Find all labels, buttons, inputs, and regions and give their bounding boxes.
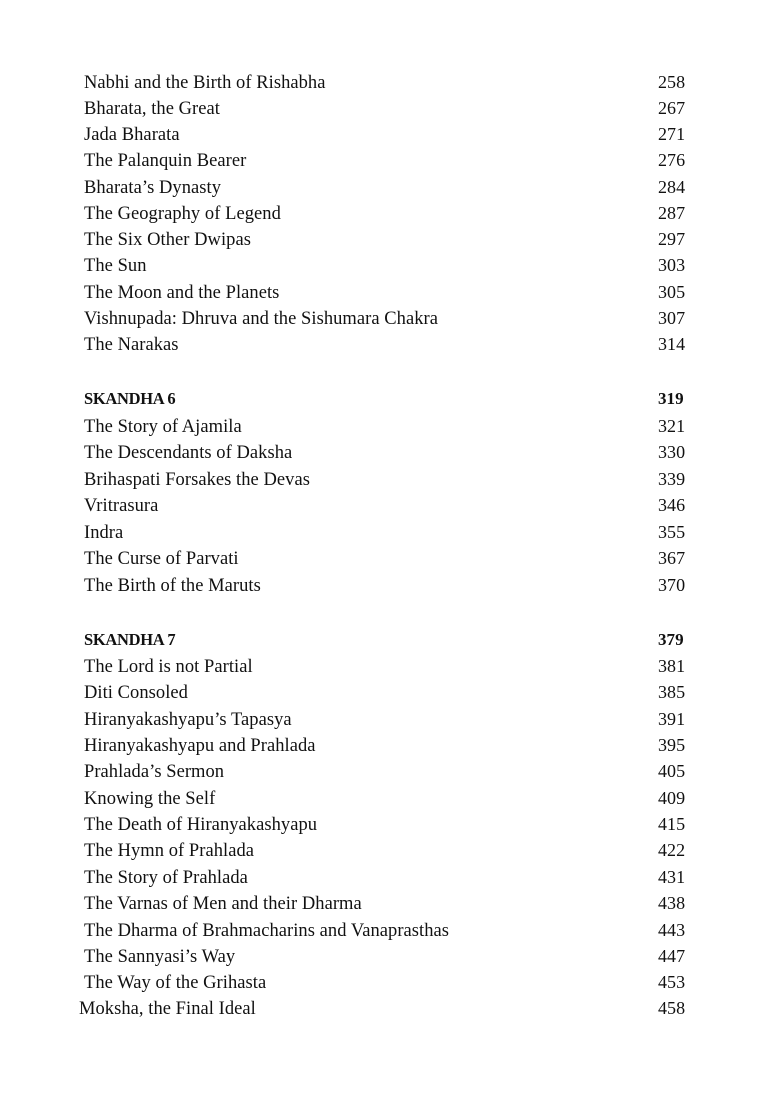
toc-entry-title: The Palanquin Bearer [84,151,247,171]
toc-entry-title: Bharata, the Great [84,99,220,119]
toc-entry [84,890,698,916]
toc-entry-title: Indra [84,523,124,543]
section-heading-page: 319 [658,389,684,408]
toc-entry [84,279,698,305]
toc-entry-title: The Six Other Dwipas [84,230,251,250]
toc-entry-title: The Story of Prahlada [84,868,248,888]
toc-entry [84,545,698,571]
section-heading-skandha-6 [84,386,698,412]
toc-entry-page: 297 [658,229,686,249]
toc-entry-page: 339 [658,469,686,489]
toc-entry [84,653,698,679]
toc-entry-page: 438 [658,893,686,913]
toc-entry-page: 395 [658,735,686,755]
toc-entry-page: 391 [658,709,686,729]
toc-entry-title: The Sun [84,256,147,276]
toc-entry-page: 458 [658,998,686,1018]
toc-entry-title: Prahlada’s Sermon [84,762,225,782]
toc-entry [84,837,698,863]
toc-entry-page: 370 [658,575,686,595]
toc-entry-title: Hiranyakashyapu’s Tapasya [84,710,292,730]
toc-entry [84,785,698,811]
toc-entry-title: Jada Bharata [84,125,180,145]
toc-entry [84,200,698,226]
toc-entry [84,69,698,95]
toc-entry-page: 409 [658,788,686,808]
toc-entry-page: 305 [658,282,686,302]
toc-entry-title: The Narakas [84,335,179,355]
toc-entry-title: Knowing the Self [84,789,216,809]
toc-entry-title: Vritrasura [84,496,159,516]
toc-entry [84,811,698,837]
toc-entry-title: The Varnas of Men and their Dharma [84,894,362,914]
toc-entry-page: 303 [658,255,686,275]
toc-entry-title: The Way of the Grihasta [84,973,267,993]
toc-entry-title: Diti Consoled [84,683,188,703]
toc-entry [84,706,698,732]
toc-entry [84,492,698,518]
toc-entry-page: 287 [658,203,686,223]
section-heading-skandha-7 [84,627,698,653]
toc-entry-page: 267 [658,98,686,118]
toc-entry-page: 330 [658,442,686,462]
toc-entry [84,732,698,758]
toc-entry-page: 346 [658,495,686,515]
toc-entry [84,679,698,705]
toc-entry-page: 271 [658,124,686,144]
toc-entry-title: The Story of Ajamila [84,417,242,437]
toc-entry [84,572,698,598]
toc-entry [84,252,698,278]
toc-entry [84,226,698,252]
toc-entry-title: Bharata’s Dynasty [84,178,221,198]
toc-entry [84,174,698,200]
toc-entry-title: Brihaspati Forsakes the Devas [84,470,310,490]
section-heading-page: 379 [658,630,684,649]
toc-entry-page: 276 [658,150,686,170]
toc-entry-title: Moksha, the Final Ideal [79,999,256,1019]
toc-entry [84,519,698,545]
toc-entry-page: 367 [658,548,686,568]
toc-entry-page: 453 [658,972,686,992]
toc-entry [84,943,698,969]
toc-entry-page: 385 [658,682,686,702]
toc-entry [84,439,698,465]
toc-entry-title: The Birth of the Maruts [84,576,261,596]
toc-entry [84,917,698,943]
toc-entry-title: The Dharma of Brahmacharins and Vanaprasthas [84,921,450,941]
toc-entry-page: 381 [658,656,686,676]
toc-entry-title: The Curse of Parvati [84,549,239,569]
toc-entry-page: 431 [658,867,686,887]
toc-entry-page: 405 [658,761,686,781]
toc-entry-title: Hiranyakashyapu and Prahlada [84,736,316,756]
toc-entry-title: Nabhi and the Birth of Rishabha [84,73,326,93]
toc-entry-title: The Lord is not Partial [84,657,253,677]
toc-entry-page: 258 [658,72,686,92]
toc-entry-page: 422 [658,840,686,860]
toc-entry [84,305,698,331]
toc-entry [84,758,698,784]
toc-entry [84,147,698,173]
toc-entry-page: 355 [658,522,686,542]
toc-entry-title: The Death of Hiranyakashyapu [84,815,318,835]
toc-entry [84,331,698,357]
toc-entry-title: The Geography of Legend [84,204,281,224]
toc-entry-title: The Descendants of Daksha [84,443,293,463]
toc-entry [84,466,698,492]
toc-entry-page: 443 [658,920,686,940]
toc-entry-title: Vishnupada: Dhruva and the Sishumara Chakra [84,309,438,329]
toc-entry-page: 447 [658,946,686,966]
toc-entry [84,413,698,439]
section-heading-title: SKANDHA 7 [84,630,176,649]
toc-entry-page: 314 [658,334,686,354]
toc-entry [84,969,698,995]
toc-entry-page: 307 [658,308,686,328]
toc-entry-title: The Moon and the Planets [84,283,280,303]
toc-entry-title: The Sannyasi’s Way [84,947,236,967]
toc-entry-title: The Hymn of Prahlada [84,841,255,861]
section-heading-title: SKANDHA 6 [84,389,176,408]
toc-entry-page: 321 [658,416,686,436]
toc-entry [84,95,698,121]
toc-entry [84,121,698,147]
toc-entry [79,995,698,1021]
toc-entry-page: 415 [658,814,686,834]
toc-entry [84,864,698,890]
toc-entry-page: 284 [658,177,686,197]
